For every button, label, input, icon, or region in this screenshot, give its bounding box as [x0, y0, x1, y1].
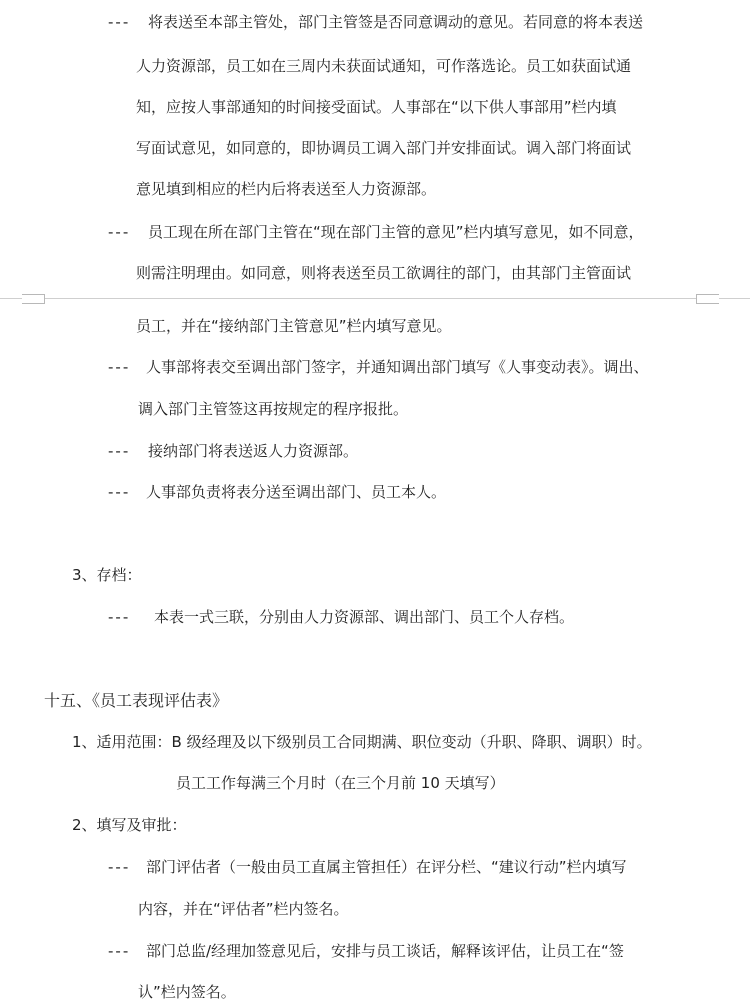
paragraph-line: 接纳部门将表送返人力资源部。	[148, 442, 359, 460]
section-heading: 1、适用范围：B 级经理及以下级别员工合同期满、职位变动（升职、降职、调职）时。	[72, 733, 652, 751]
paragraph-line: 本表一式三联，分别由人力资源部、调出部门、员工个人存档。	[154, 608, 575, 626]
page-break-line	[0, 298, 750, 299]
paragraph-line: 员工现在所在部门主管在“现在部门主管的意见”栏内填写意见，如不同意，	[148, 223, 644, 241]
page-corner-mark	[22, 294, 45, 304]
section-heading: 2、填写及审批：	[72, 816, 187, 834]
section-heading: 3、存档：	[72, 566, 142, 584]
paragraph-line: 人事部负责将表分送至调出部门、员工本人。	[146, 483, 447, 501]
paragraph-line: 意见填到相应的栏内后将表送至人力资源部。	[136, 180, 437, 198]
paragraph-line: 将表送至本部主管处，部门主管签是否同意调动的意见。若同意的将本表送	[148, 13, 644, 31]
paragraph-line: 知，应按人事部通知的时间接受面试。人事部在“以下供人事部用”栏内填	[136, 98, 617, 116]
paragraph-line: 人力资源部，员工如在三周内未获面试通知，可作落选论。员工如获面试通	[136, 57, 632, 75]
bullet-dash: ---	[108, 942, 131, 960]
paragraph-line: 内容，并在“评估者”栏内签名。	[138, 900, 349, 918]
paragraph-line: 部门评估者（一般由员工直属主管担任）在评分栏、“建议行动”栏内填写	[146, 858, 627, 876]
paragraph-line: 写面试意见，如同意的，即协调员工调入部门并安排面试。调入部门将面试	[136, 139, 632, 157]
paragraph-line: 部门总监/经理加签意见后，安排与员工谈话，解释该评估，让员工在“签	[146, 942, 624, 960]
paragraph-line: 则需注明理由。如同意，则将表送至员工欲调往的部门，由其部门主管面试	[136, 264, 632, 282]
bullet-dash: ---	[108, 858, 131, 876]
paragraph-line: 认”栏内签名。	[138, 983, 236, 1001]
bullet-dash: ---	[108, 358, 131, 376]
paragraph-line: 员工工作每满三个月时（在三个月前 10 天填写）	[176, 774, 505, 792]
chapter-heading: 十五、《员工表现评估表》	[44, 691, 229, 710]
paragraph-line: 调入部门主管签这再按规定的程序报批。	[138, 400, 409, 418]
bullet-dash: ---	[108, 608, 131, 626]
paragraph-line: 人事部将表交至调出部门签字，并通知调出部门填写《人事变动表》。调出、	[146, 358, 649, 376]
bullet-dash: ---	[108, 483, 131, 501]
bullet-dash: ---	[108, 442, 131, 460]
bullet-dash: ---	[108, 223, 131, 241]
bullet-dash: ---	[108, 13, 131, 31]
paragraph-line: 员工，并在“接纳部门主管意见”栏内填写意见。	[136, 317, 452, 335]
page-corner-mark	[696, 294, 719, 304]
